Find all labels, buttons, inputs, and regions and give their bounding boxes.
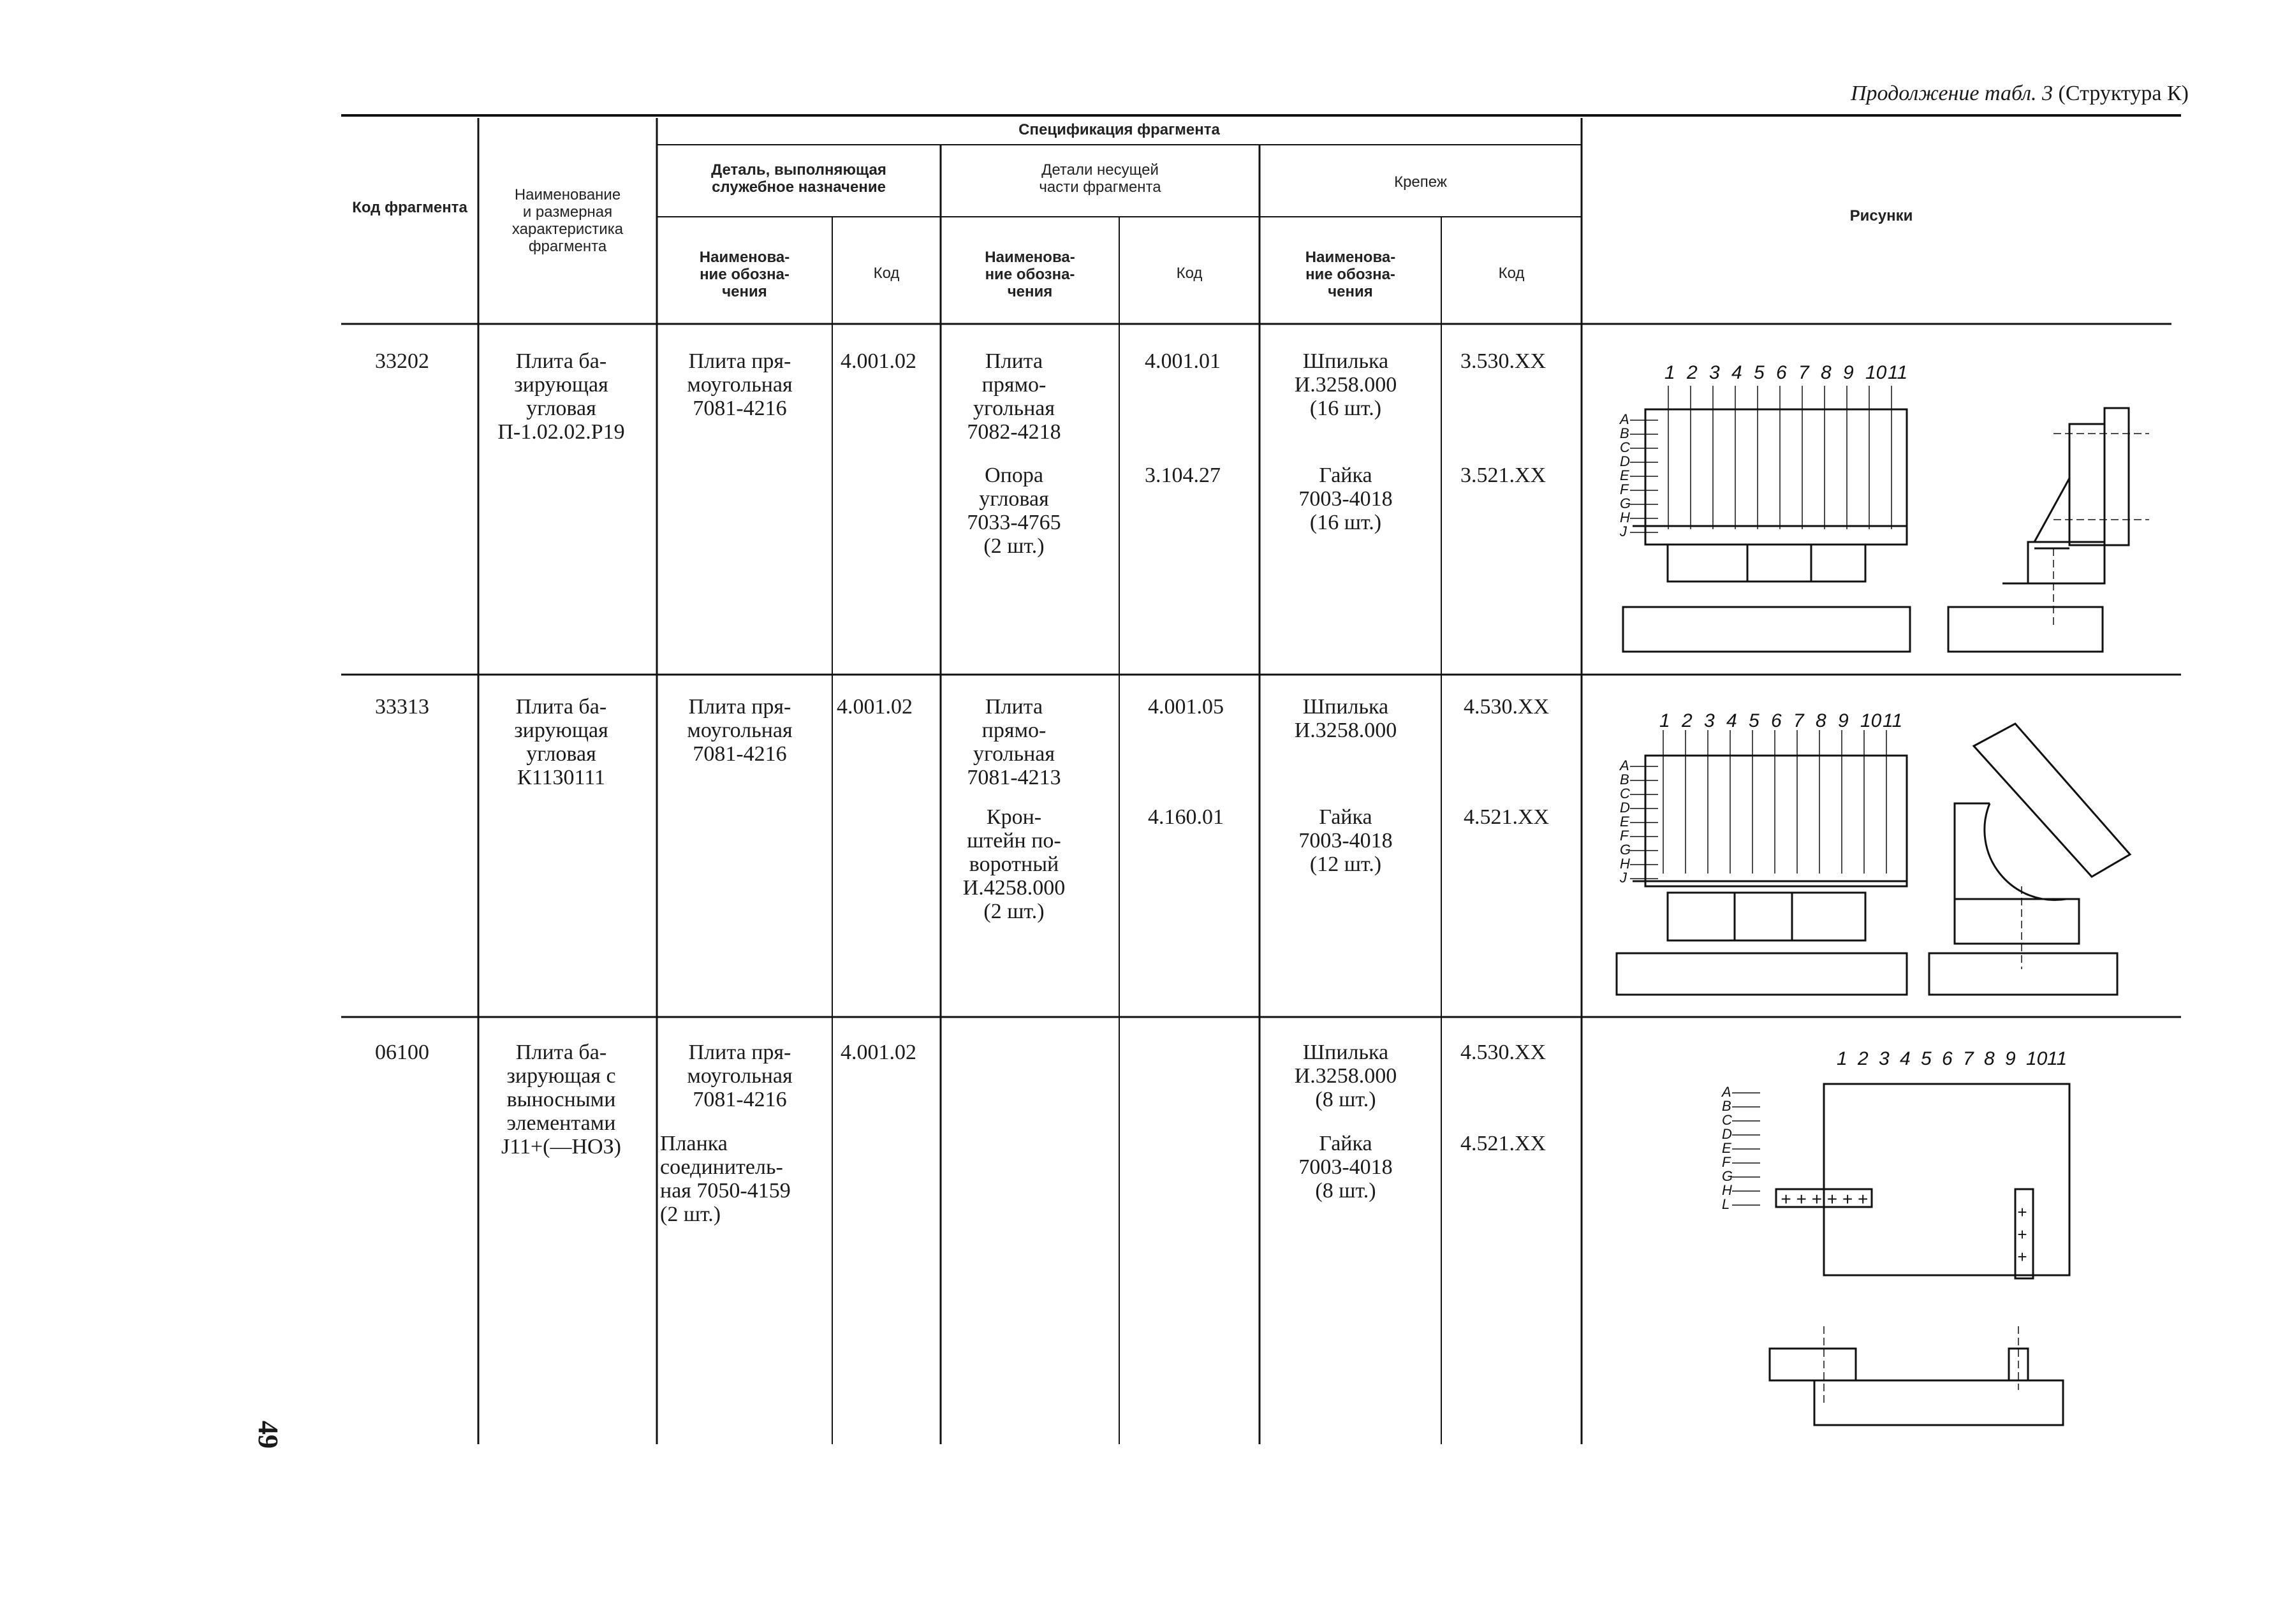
row3-service1-name: Плита пря- моугольная 7081-4216 <box>687 1041 793 1111</box>
drawing-row-label: B <box>1620 425 1629 441</box>
row3-fastener1-name: Шпилька И.3258.000 (8 шт.) <box>1294 1041 1397 1111</box>
header-fastener: Крепеж <box>1394 173 1447 191</box>
drawing-row-label: C <box>1722 1112 1732 1128</box>
row2-carrier2-code: 4.160.01 <box>1148 805 1224 829</box>
drawing-column-label: 4 <box>1726 710 1737 731</box>
row3-service2-name: Планка соединитель- ная 7050-4159 (2 шт.) <box>660 1132 791 1226</box>
drawing-row-label: G <box>1620 495 1631 511</box>
svg-text:+: + <box>2017 1203 2027 1222</box>
drawing-column-label: 3 <box>1709 362 1720 383</box>
drawing-row-label: G <box>1722 1168 1733 1184</box>
drawing-row-label: C <box>1620 439 1630 455</box>
drawing-column-label: 4 <box>1900 1048 1911 1069</box>
row2-carrier1-code: 4.001.05 <box>1148 695 1224 719</box>
svg-text:+: + <box>2017 1225 2027 1244</box>
drawing-row-label: D <box>1620 800 1630 816</box>
row3-fastener2-name: Гайка 7003-4018 (8 шт.) <box>1298 1132 1393 1203</box>
drawing-row-label: A <box>1722 1084 1731 1100</box>
header-service-part: Деталь, выполняющая служебное назначение <box>711 161 886 196</box>
drawing-row-label: G <box>1620 842 1631 858</box>
drawing-column-label: 6 <box>1942 1048 1953 1069</box>
drawing-row-label: B <box>1722 1098 1731 1114</box>
drawing-column-label: 8 <box>1816 710 1826 731</box>
header-designation-2: Наименова- ние обозна- чения <box>985 249 1075 300</box>
drawing-column-label: 2 <box>1682 710 1693 731</box>
header-code: Код фрагмента <box>352 199 467 216</box>
drawing-column-label: 5 <box>1921 1048 1932 1069</box>
drawing-column-label: 4 <box>1731 362 1742 383</box>
drawing-row-label: A <box>1620 411 1629 427</box>
drawing-column-label: 2 <box>1858 1048 1869 1069</box>
svg-text:+: + <box>2017 1247 2027 1266</box>
drawing-33202 <box>1607 357 2168 663</box>
row3-fastener2-code: 4.521.XX <box>1460 1132 1546 1155</box>
row1-fastener2-code: 3.521.XX <box>1460 464 1546 487</box>
drawing-06100 <box>1633 1046 2168 1441</box>
row3-code: 06100 <box>375 1041 429 1064</box>
drawing-row-label: F <box>1620 828 1629 844</box>
row1-fastener1-code: 3.530.XX <box>1460 349 1546 373</box>
drawing-row-label: J <box>1620 870 1627 886</box>
drawing-row-label: J <box>1620 523 1627 539</box>
drawing-row-label: E <box>1722 1140 1731 1156</box>
row3-service1-code: 4.001.02 <box>841 1041 916 1064</box>
caption-suffix: (Структура К) <box>2058 82 2189 105</box>
drawing-column-label: 11 <box>1883 710 1903 731</box>
drawing-row-label: B <box>1620 772 1629 787</box>
drawing-column-label: 11 <box>1888 362 1908 383</box>
caption-prefix: Продолжение табл. 3 <box>1850 82 2053 105</box>
drawing-column-label: 3 <box>1879 1048 1890 1069</box>
row1-carrier1-code: 4.001.01 <box>1145 349 1221 373</box>
drawing-row-label: A <box>1620 757 1629 773</box>
drawing-row-label: H <box>1620 509 1630 525</box>
drawing-column-label: 3 <box>1704 710 1715 731</box>
drawing-33313 <box>1607 701 2168 1007</box>
drawing-column-label: 1 <box>1837 1048 1848 1069</box>
row2-fastener2-name: Гайка 7003-4018 (12 шт.) <box>1298 805 1393 876</box>
row1-carrier1-name: Плита прямо- угольная 7082-4218 <box>967 349 1061 444</box>
drawing-column-label: 6 <box>1776 362 1787 383</box>
row2-service-name: Плита пря- моугольная 7081-4216 <box>687 695 793 766</box>
svg-text:1234567891011 <box>1837 1048 2067 1069</box>
svg-text:1234567891011 <box>1664 362 1907 383</box>
drawing-column-label: 2 <box>1687 362 1698 383</box>
drawing-column-label: 1 <box>1664 362 1675 383</box>
svg-text:+ + + + + +: + + + + + + <box>1781 1189 1869 1209</box>
page-number: 49 <box>253 1421 284 1449</box>
drawing-column-label: 9 <box>2005 1048 2016 1069</box>
row3-name: Плита ба- зирующая с выносными элементами J11+(—НОЗ) <box>501 1041 621 1159</box>
row1-name: Плита ба- зирующая угловая П-1.02.02.Р19 <box>497 349 625 444</box>
drawing-column-label: 8 <box>1984 1048 1995 1069</box>
header-designation-3: Наименова- ние обозна- чения <box>1305 249 1396 300</box>
drawing-row-label: F <box>1722 1154 1731 1170</box>
header-pictures: Рисунки <box>1849 207 1913 224</box>
drawing-column-label: 8 <box>1821 362 1832 383</box>
drawing-column-label: 9 <box>1843 362 1854 383</box>
row1-fastener2-name: Гайка 7003-4018 (16 шт.) <box>1298 464 1393 534</box>
row3-fastener1-code: 4.530.XX <box>1460 1041 1546 1064</box>
row2-service-code: 4.001.02 <box>837 695 913 719</box>
header-code-1: Код <box>873 265 900 282</box>
header-name: Наименование и размерная характеристика фрагмента <box>511 186 624 255</box>
drawing-column-label: 5 <box>1749 710 1759 731</box>
drawing-column-label: 10 <box>1865 362 1887 383</box>
drawing-column-label: 5 <box>1754 362 1765 383</box>
drawing-row-label: H <box>1620 856 1630 872</box>
drawing-row-label: L <box>1722 1196 1730 1212</box>
drawing-column-label: 11 <box>2047 1048 2068 1069</box>
svg-text:1234567891011 <box>1659 710 1902 731</box>
drawing-column-label: 6 <box>1771 710 1782 731</box>
drawing-row-label: D <box>1620 453 1630 469</box>
drawing-row-label: H <box>1722 1182 1732 1198</box>
drawing-column-label: 10 <box>2026 1048 2048 1069</box>
drawing-row-label: C <box>1620 786 1630 801</box>
drawing-row-label: D <box>1722 1126 1732 1142</box>
header-spec: Спецификация фрагмента <box>1018 121 1220 138</box>
drawing-column-label: 10 <box>1860 710 1882 731</box>
row1-carrier2-code: 3.104.27 <box>1145 464 1221 487</box>
drawing-row-label: F <box>1620 481 1629 497</box>
header-carrier-parts: Детали несущей части фрагмента <box>1039 161 1161 196</box>
drawing-column-label: 1 <box>1659 710 1670 731</box>
drawing-column-label: 7 <box>1963 1048 1974 1069</box>
row1-service-code: 4.001.02 <box>841 349 916 373</box>
drawing-row-label: E <box>1620 467 1629 483</box>
row2-name: Плита ба- зирующая угловая К1130111 <box>514 695 608 789</box>
row2-fastener1-name: Шпилька И.3258.000 <box>1294 695 1397 742</box>
drawing-column-label: 7 <box>1798 362 1809 383</box>
row2-fastener1-code: 4.530.XX <box>1464 695 1550 719</box>
row2-carrier2-name: Крон- штейн по- воротный И.4258.000 (2 шт.) <box>962 805 1066 923</box>
header-designation-1: Наименова- ние обозна- чения <box>699 249 790 300</box>
drawing-row-label: E <box>1620 814 1629 830</box>
row2-fastener2-code: 4.521.XX <box>1464 805 1550 829</box>
row2-carrier1-name: Плита прямо- угольная 7081-4213 <box>967 695 1061 789</box>
row1-fastener1-name: Шпилька И.3258.000 (16 шт.) <box>1294 349 1397 420</box>
header-code-2: Код <box>1176 265 1203 282</box>
row1-code: 33202 <box>375 349 429 373</box>
row2-code: 33313 <box>375 695 429 719</box>
header-code-3: Код <box>1498 265 1525 282</box>
drawing-column-label: 7 <box>1793 710 1804 731</box>
drawing-column-label: 9 <box>1838 710 1849 731</box>
row1-service-name: Плита пря- моугольная 7081-4216 <box>687 349 793 420</box>
row1-carrier2-name: Опора угловая 7033-4765 (2 шт.) <box>967 464 1061 558</box>
